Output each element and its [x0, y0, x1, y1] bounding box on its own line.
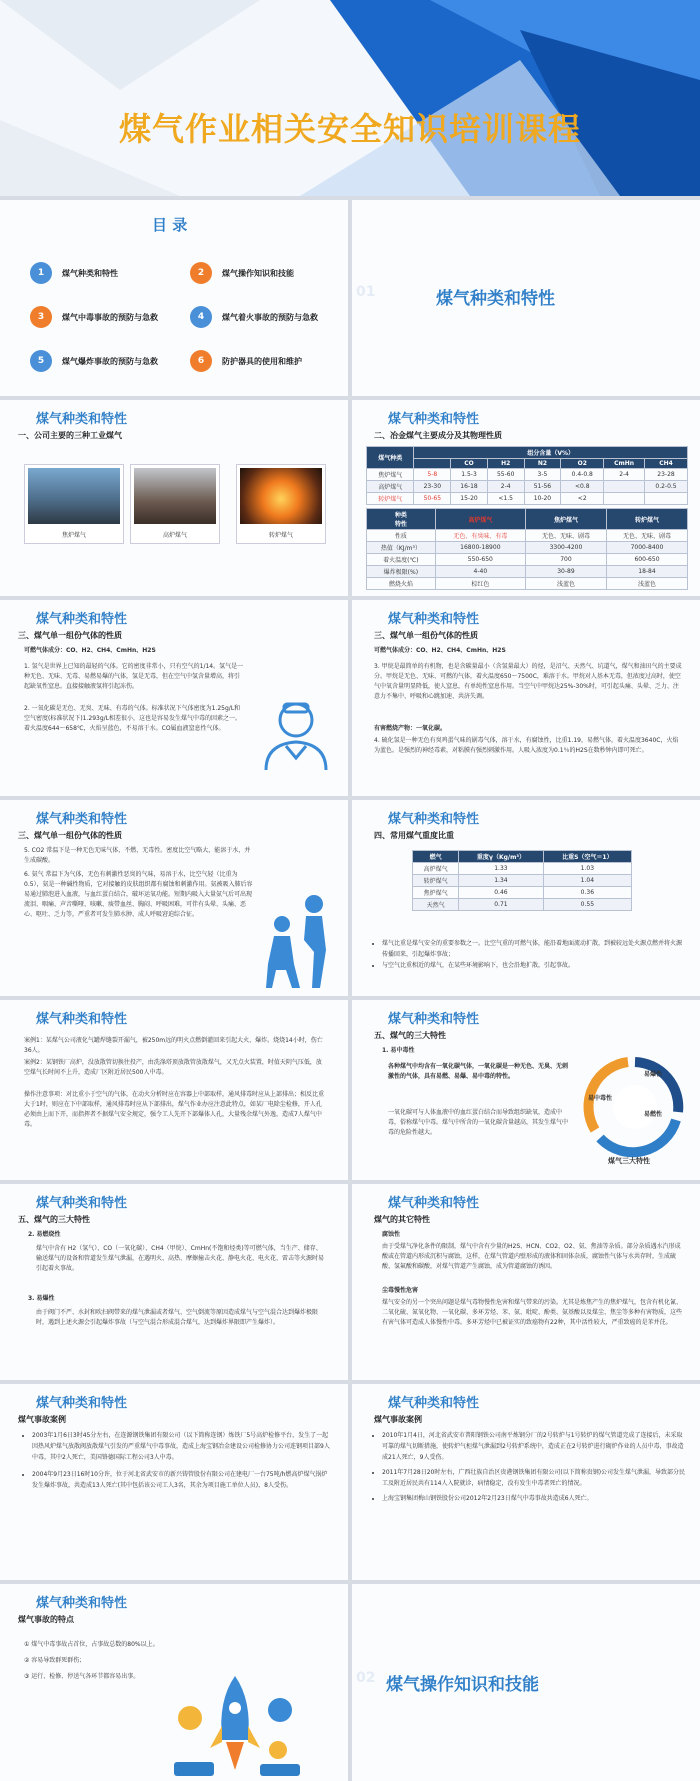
paragraph-co: 2. 一氧化碳是无色、无臭、无味、有毒的气体。标准状况下气体密度为1.25g/L和空气密度(标准状况下)1.293g/L相差很小，这也是容易发生煤气中毒的因素之一。着火温度644～658℃，火焰呈蓝色，不易溶于水。CO属血液窒息性气体。: [24, 705, 242, 732]
cell: 1.04: [543, 875, 631, 887]
cell: 0.55: [543, 899, 631, 911]
cell: 51-56: [524, 481, 561, 493]
cell: 1.33: [459, 863, 544, 875]
slide-three-properties-2: [0, 1184, 348, 1380]
photo-caption: 转炉煤气: [268, 532, 293, 539]
cell: <1.5: [487, 493, 524, 505]
cell: 1.34: [459, 875, 544, 887]
cell: 热值（KJ/m³）: [367, 542, 436, 554]
table-header: 转炉煤气: [606, 509, 687, 530]
cell: 无色、有臭味、有毒: [435, 530, 525, 542]
table-header: [367, 509, 436, 530]
slide-title: 煤气种类和特性: [36, 612, 128, 627]
cell: 700: [525, 554, 606, 566]
list-item: • 2010年1月4日，河北省武安市普阳钢铁公司南平炼钢分厂的2号转炉与1号转炉的煤气管道完成了连接后，未采取可靠的煤气切断措施，使转炉气柜煤气泄漏到2号转炉系统中，造成正在2号转炉进行砌炉作业的人员中毒，事故造成21人死亡，9人受伤。: [382, 1430, 686, 1463]
properties-table: [366, 508, 688, 590]
cell: 高炉煤气: [413, 863, 459, 875]
density-table: [412, 850, 632, 911]
cell: 50-65: [414, 493, 451, 505]
cell: 1.5-3: [451, 469, 488, 481]
table-header: 燃气: [413, 851, 459, 863]
photo-coke-oven: [24, 464, 124, 544]
slide-heading: 煤气的其它特性: [374, 1215, 430, 1224]
table-row: [413, 863, 632, 875]
operation-note: 操作注意事项：对比重小于空气的气体，在动火分析时应在容器上中部取样，通风排毒时应从上部排出；相反比重大于1时，则应在下中部取样，通风排毒时应从下部排出，煤气作业办应注意此特点，如某厂电除尘检修，开人孔必须由上而下开，而指挥者不据煤气安全规定，强令工人先开下部爆体人孔，大量残余煤气外逸，造成7人煤气中毒。: [24, 1091, 325, 1128]
cell: 无色、无味、剧毒: [606, 530, 687, 542]
cell: 2-4: [604, 469, 645, 481]
table-header: CO: [451, 459, 488, 469]
list-item: • 2003年1月6日3时45分左右，在连源钢铁集团有限公司（以下简称连钢）炼铁厂5号高炉检修平台，发生了一起因热风炉煤气放散阀放散煤气引发的严重煤气中毒事故，造成上海宝钢冶金建设公司检修协力公司连钢项目部9人中毒，其中2人死亡，美国铬德国际工程公司3人中毒。: [32, 1430, 330, 1463]
paragraph-toxic-2: 一氧化碳可与人体血液中的血红蛋白结合而导致组织缺氧，造成中毒，俗称煤气中毒。煤气中所含的一氧化碳含量越高，其发生煤气中毒的危险性越大。: [388, 1109, 569, 1136]
table-row: [367, 542, 688, 554]
cover-slide: [0, 0, 700, 196]
slide-heading: 一、公司主要的三种工业煤气: [18, 431, 122, 440]
table-row: [367, 566, 688, 578]
cell: 550-650: [435, 554, 525, 566]
cell: 0.71: [459, 899, 544, 911]
header-text: 特性: [394, 521, 407, 528]
doctor-icon: [256, 692, 336, 772]
table-header: H2: [487, 459, 524, 469]
slide-title: 煤气种类和特性: [388, 412, 480, 427]
cell: 5-8: [414, 469, 451, 481]
table-header: 重度γ（Kg/m³）: [459, 851, 544, 863]
cell: 3300-4200: [525, 542, 606, 554]
paragraph-h2s: 4. 硫化氢是一种无色有臭鸡蛋气味的剧毒气体，溶于水，有腐蚀性，比重1.19，易燃气体，着火温度3640C，火焰为蓝色。是强烈的神经毒素，对粘膜有强烈刺激作用。人吸入浓度为0.1％的H2S在数秒钟内即可死亡。: [374, 737, 679, 754]
slide-gas-density: [352, 800, 700, 996]
cell: 3-5: [524, 469, 561, 481]
feature-item: ③ 运行、检修、停送气各环节都容易出事。: [24, 1673, 140, 1680]
converter-image: [240, 468, 322, 524]
paragraph-methane: 3. 甲烷是最简单的有机物，也是含碳量最小（含氢量最大）的烃，是沼气、天然气、坑道气，煤气和油田气的主要成分。甲烷是无色、无味、可燃的气体，着火温度650～7500C，难溶于水。甲烷对人基本无毒，但浓度过高时，使空气中氧含量明显降低，使人窒息，有单纯性窒息作用。当空气中甲烷达25%-30%时，可引起头痛、头晕、乏力、注意力不集中、呼吸和心跳加速、共济失调。: [374, 663, 682, 700]
cell: 浅蓝色: [525, 578, 606, 590]
toc-number: 5: [30, 350, 52, 372]
cell: 焦炉煤气: [367, 469, 414, 481]
cell: 0.4-0.8: [561, 469, 604, 481]
table-header: 比重S（空气＝1）: [543, 851, 631, 863]
feature-item: ① 煤气中毒事故占首位，占事故总数的80%以上。: [24, 1641, 159, 1648]
slide-heading: 五、煤气的三大特性: [18, 1215, 90, 1224]
table-header: CmHn: [604, 459, 645, 469]
cell: 1.03: [543, 863, 631, 875]
case-list: [374, 1430, 686, 1504]
density-notes: [374, 938, 686, 971]
slide-title: 煤气种类和特性: [36, 1596, 128, 1611]
paragraph-chronic: 煤气安全的另一个突出问题是煤气毒物慢性危害和煤气带来的污染。尤其是炼焦产生的焦炉煤气，包含有机化氰、二氧化硫、氮氧化物、一氧化碳、多环芳烃、苯、氨、吡啶、酚类、氨基酸以及煤尘、焦尘等多种有害物质，这些有害气体可造成人体慢性中毒。多环芳烃中已被证实的致癌物有22种，其中活性较大，严重致癌的是苯并芘。: [382, 1299, 683, 1326]
slide-component-properties-3: [0, 800, 348, 996]
slide-title: 煤气种类和特性: [388, 612, 480, 627]
cell: [604, 493, 645, 505]
slide-component-properties-2: [352, 600, 700, 796]
cell: 600-650: [606, 554, 687, 566]
coke-oven-image: [28, 468, 120, 524]
cycle-caption: 煤气三大特性: [608, 1157, 650, 1165]
slide-three-properties: [352, 1000, 700, 1180]
toc-item-2[interactable]: [190, 262, 294, 284]
section-title: 煤气种类和特性: [436, 289, 555, 309]
toc-number: 2: [190, 262, 212, 284]
slide-title: 煤气种类和特性: [388, 1196, 480, 1211]
slide-heading: 三、煤气单一组份气体的性质: [374, 631, 478, 640]
cell: 天然气: [413, 899, 459, 911]
list-item: • 煤气比重是煤气安全的重要参数之一。比空气重的可燃气体，能沿着地面流动扩散，到被较远处火源点燃并将火源传播回来，引起爆炸事故；: [382, 938, 686, 960]
cell: [604, 481, 645, 493]
case-list: [24, 1430, 330, 1491]
table-header: O2: [561, 459, 604, 469]
table-header: N2: [524, 459, 561, 469]
table-row: [367, 481, 688, 493]
cell: <0.8: [561, 481, 604, 493]
paragraph-toxic: 各种煤气中均含有一氧化碳气体，一氧化碳是一种无色、无臭、无刺激性的气体，具有易燃、易爆、易中毒的特性。: [388, 1063, 569, 1080]
cell: 棕红色: [435, 578, 525, 590]
slide-heading: 三、煤气单一组份气体的性质: [18, 831, 122, 840]
table-row: [367, 530, 688, 542]
cell: [645, 493, 688, 505]
slide-title: 煤气种类和特性: [36, 412, 128, 427]
toc-item-1[interactable]: [30, 262, 118, 284]
paragraph-methane-combustion: 有害燃烧产物：一氧化碳。: [374, 725, 447, 732]
sub-heading: 1. 易中毒性: [382, 1047, 415, 1054]
cell: 30-89: [525, 566, 606, 578]
slide-title: 煤气种类和特性: [36, 1196, 128, 1211]
toc-item-6[interactable]: [190, 350, 302, 372]
slide-accident-features: [0, 1584, 348, 1781]
photo-caption: 焦炉煤气: [61, 532, 86, 539]
slide-coal-gas-types: [0, 400, 348, 596]
cycle-label: 易爆性: [644, 1071, 663, 1078]
cell: 转炉煤气: [367, 493, 414, 505]
cell: 0.36: [543, 887, 631, 899]
slide-title: 煤气种类和特性: [36, 812, 128, 827]
section-number: 02: [356, 1670, 376, 1686]
slide-component-properties-1: [0, 600, 348, 796]
photo-caption: 高炉煤气: [162, 532, 187, 539]
paragraph-hydrogen: 1. 氢气是世界上已知的最轻的气体。它的密度非常小，只有空气的1/14。氢气是一种无色、无味、无毒、易燃易爆的气体，氢是无毒，但在空气中氢含量增高，将引起缺氧性窒息。直接接触液氢将引起冻伤。: [24, 663, 244, 690]
toc-number: 6: [190, 350, 212, 372]
slide-gas-composition: [352, 400, 700, 596]
slide-accident-cases-2: [352, 1384, 700, 1580]
cell: <2: [561, 493, 604, 505]
toc-item-3[interactable]: [30, 306, 158, 328]
cell: 23-30: [414, 481, 451, 493]
slide-heading: 三、煤气单一组份气体的性质: [18, 631, 122, 640]
table-row: [413, 899, 632, 911]
toc-label: 煤气爆炸事故的预防与急救: [62, 356, 158, 366]
cell: 0.2-0.5: [645, 481, 688, 493]
toc-number: 1: [30, 262, 52, 284]
sub-heading: 2. 易燃烧性: [28, 1231, 61, 1238]
table-row: [367, 493, 688, 505]
table-header: [414, 459, 451, 469]
toc-label: 煤气种类和特性: [62, 268, 118, 278]
cycle-label: 易燃性: [644, 1111, 663, 1118]
cycle-label: 易中毒性: [588, 1095, 613, 1102]
photo-blast-furnace: [130, 464, 220, 544]
list-item: • 2011年7月28日20时左右，广西壮族自治区贵港钢铁集团有限公司(以下简称贵钢)公司发生煤气泄漏，导致部分民工及附近居民共有114人入院就诊，病情稳定，没有发生中毒者死亡的情况。: [382, 1467, 686, 1489]
list-item: • 2004年9月23日16时10分许，位于河北省武安市的新兴铸管股份有限公司在建电厂一台75吨/h燃高炉煤气锅炉发生爆炸事故，共造成13人死亡(其中包括该公司工人3名，其余为项目施工单位人员)，8人受伤。: [32, 1469, 330, 1491]
paragraph-flammable: 煤气中含有 H2（氢气）、CO（一氧化碳）、CH4（甲烷）、CmHn(不饱和烃类)等可燃气体，当生产、储存、输送煤气的设备和管道发生煤气泄漏，在遇明火、高热、摩擦撞击火花、静电火花、电火花、雷击等火源时易引起着火事故。: [36, 1245, 325, 1272]
section-title: 煤气操作知识和技能: [386, 1675, 539, 1695]
cell: 55-60: [487, 469, 524, 481]
slide-accident-cases-1: [0, 1384, 348, 1580]
slide-heading: 二、冶金煤气主要成分及其物理性质: [374, 431, 502, 440]
cell: 16800-18900: [435, 542, 525, 554]
cell: 0.46: [459, 887, 544, 899]
table-header: 高炉煤气: [435, 509, 525, 530]
slide-heading: 五、煤气的三大特性: [374, 1031, 446, 1040]
cell: 无色、无味、剧毒: [525, 530, 606, 542]
case-2: 案例2：某钢铁厂高炉，没放散管切换往投产，由洗涤塔顶放散管放散煤气，又无点火装置，时值天阴气压低，放空煤气长时间不上升，造成厂区附近居民500人中毒。: [24, 1059, 322, 1076]
toc-number: 3: [30, 306, 52, 328]
cell: 转炉煤气: [413, 875, 459, 887]
cell: 7000-8400: [606, 542, 687, 554]
slide-heading: 四、常用煤气重度比重: [374, 831, 454, 840]
cell: 浅蓝色: [606, 578, 687, 590]
slide-heading: 煤气事故案例: [18, 1415, 66, 1424]
toc-number: 4: [190, 306, 212, 328]
table-header: 组分含量（V%）: [414, 447, 688, 459]
cell: 10-20: [524, 493, 561, 505]
table-header: 焦炉煤气: [525, 509, 606, 530]
toc-item-5[interactable]: [30, 350, 158, 372]
section-number: 01: [356, 284, 376, 300]
cell: 18-84: [606, 566, 687, 578]
slide-other-properties: [352, 1184, 700, 1380]
three-properties-cycle: [580, 1052, 690, 1162]
header-text: 种类: [394, 512, 407, 519]
cover-geometry: [0, 0, 700, 196]
components-line: 可燃气体成分：CO、H2、CH4、CmHn、H2S: [374, 647, 506, 654]
cell: 16-18: [451, 481, 488, 493]
slide-title: 煤气种类和特性: [388, 812, 480, 827]
slide-title: 煤气种类和特性: [388, 1396, 480, 1411]
sub-heading: 腐蚀性: [382, 1231, 401, 1238]
list-item: • 与空气比重相近的煤气，在某些环境影响下，也会沿地扩散，引起事故。: [382, 960, 686, 971]
paragraph-explosive: 由于阀门不严、水封和吹扫阀带来的煤气泄漏或者煤气、空气倒流等原因造成煤气与空气混合达到爆炸极限时，遇到上述火源会引起爆炸事故（与空气混合形成混合煤气，达到爆炸界限即产生爆炸）。: [36, 1309, 319, 1326]
cell: 着火温度(℃): [367, 554, 436, 566]
cover-title: 煤气作业相关安全知识培训课程: [118, 110, 581, 148]
cell: 高炉煤气: [367, 481, 414, 493]
case-1: 案例1：某煤气公司液化气罐焊缝裂开漏气，被250m远的明火点燃倒灌回来引起大火、爆炸。烧烧14小时，伤亡36人。: [24, 1037, 323, 1054]
feature-item: ② 容易导致群死群伤；: [24, 1657, 86, 1664]
toc-item-4[interactable]: [190, 306, 318, 328]
toc-title: 目 录: [152, 216, 188, 234]
table-row: [367, 469, 688, 481]
table-row: [367, 578, 688, 590]
cell: 爆炸极限(%): [367, 566, 436, 578]
section-2-slide: [352, 1584, 700, 1781]
slide-title: 煤气种类和特性: [36, 1012, 128, 1027]
rocket-illustration: [160, 1670, 310, 1780]
toc-label: 防护器具的使用和维护: [222, 356, 302, 366]
components-line: 可燃气体成分：CO、H2、CH4、CmHn、H2S: [24, 647, 156, 654]
slide-heading: 煤气事故案例: [374, 1415, 422, 1424]
sub-heading: 尘毒慢性危害: [382, 1287, 419, 1294]
slide-case-notes: [0, 1000, 348, 1180]
table-header: CH4: [645, 459, 688, 469]
cell: 23-28: [645, 469, 688, 481]
cell: 15-20: [451, 493, 488, 505]
cell: 4-40: [435, 566, 525, 578]
section-1-slide: [352, 200, 700, 396]
photo-converter: [236, 464, 326, 544]
table-row: [367, 554, 688, 566]
list-item: • 上海宝钢集团梅山钢铁股份公司2012年2月23日煤气中毒事故共造成6人死亡。: [382, 1493, 686, 1504]
table-row: [413, 887, 632, 899]
paragraph-corrosion: 由于受煤气净化条件的限制，煤气中含有少量的H2S、HCN、CO2、O2、氨、焦油等杂质。部分杂质遇水汽形成酸或在管道内形成沉积与腐蚀，这样，在煤气管道内壁形成的液体和固体杂质，腐蚀性气体与水共存时，生成硫酸、氢氟酸和碳酸，对煤气管道产生腐蚀，成为管道腐蚀的诱因。: [382, 1243, 681, 1270]
cell: 焦炉煤气: [413, 887, 459, 899]
toc-label: 煤气着火事故的预防与急救: [222, 312, 318, 322]
cell: 燃烧火焰: [367, 578, 436, 590]
table-header: 煤气种类: [367, 447, 414, 469]
slide-heading: 煤气事故的特点: [18, 1615, 74, 1624]
composition-table: [366, 446, 688, 505]
slide-title: 煤气种类和特性: [36, 1396, 128, 1411]
slide-title: 煤气种类和特性: [388, 1012, 480, 1027]
sub-heading: 3. 易爆性: [28, 1295, 55, 1302]
toc-label: 煤气操作知识和技能: [222, 268, 294, 278]
toc-label: 煤气中毒事故的预防与急救: [62, 312, 158, 322]
toc-slide: [0, 200, 348, 396]
caregiver-icon: [260, 890, 340, 990]
cell: 2-4: [487, 481, 524, 493]
paragraph-co2: 5. CO2 常温下是一种无色无味气体，不燃，无毒性。密度比空气略大，能溶于水，并生成碳酸。: [24, 847, 251, 864]
cell: 性质: [367, 530, 436, 542]
paragraph-ammonia: 6. 氨气 常温下为气体，无色有刺激性恶臭的气味，易溶于水，比空气轻（比重为0.5），氨是一种碱性物质，它对接触的皮肤组织都有腐蚀和刺激作用。氨被吸入肺后容易通过肺泡进入血液，与血红蛋白结合，破坏运氧功能。短期内吸入大量氨气后可出现流泪、咽痛、声音嘶哑、咳嗽、痰带血丝、胸闷、呼吸困难，可伴有头晕、头痛、恶心、呕吐、乏力等，严重者可发生肺水肿、成人呼吸窘迫综合征。: [24, 871, 253, 918]
table-row: [413, 875, 632, 887]
blast-furnace-image: [134, 468, 216, 524]
